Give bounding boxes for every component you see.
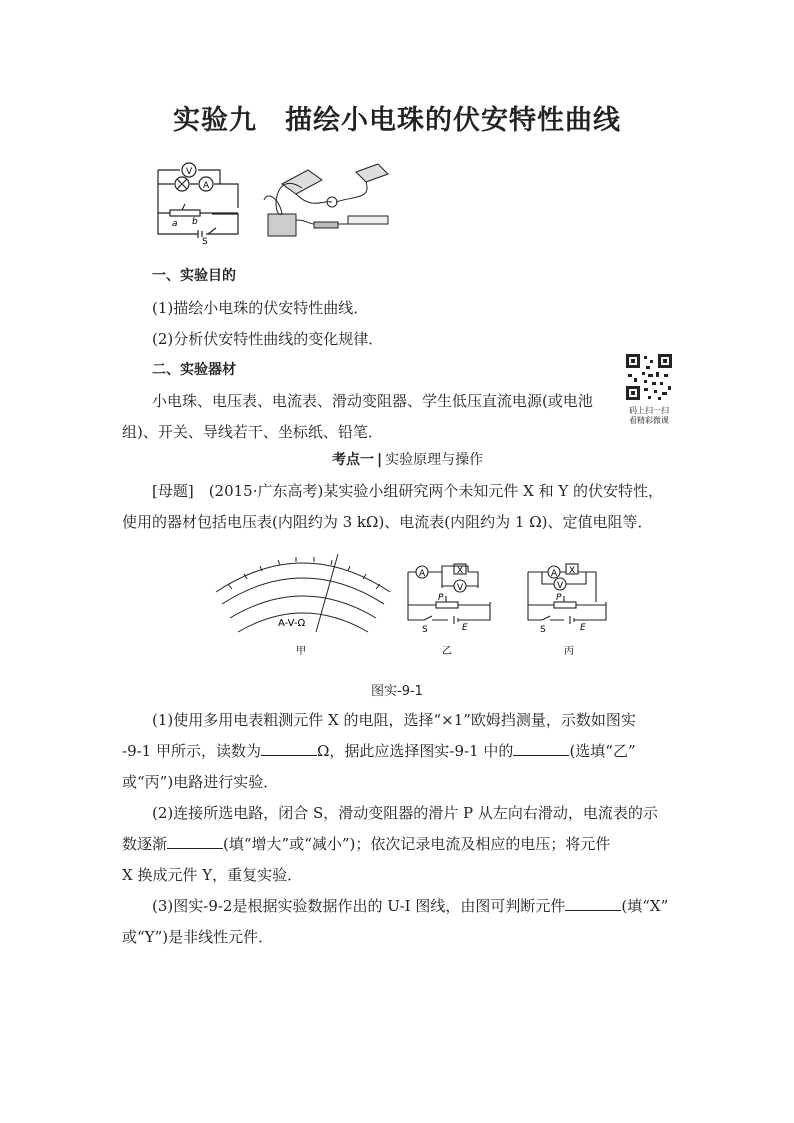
section-heading-materials: 二、实验器材 <box>152 362 236 378</box>
q3-line-2: 或“Y”)是非线性元件． <box>122 928 274 946</box>
q2-text-a: 数逐渐 <box>122 835 168 853</box>
bing-slider-p: P <box>556 593 562 603</box>
circuit-figure-yi <box>404 560 504 658</box>
q2-blank-trend[interactable] <box>167 834 223 849</box>
circuit-figure-bing <box>524 560 624 658</box>
qr-code-block[interactable] <box>624 352 674 426</box>
q1-blank-circuit[interactable] <box>513 741 569 756</box>
q2-text-b: (填“增大”或“减小”)；依次记录电流及相应的电压；将元件 <box>223 835 611 853</box>
topic-heading: 考点一 | 实验原理与操作 <box>332 452 484 468</box>
switch-label: S <box>202 237 208 244</box>
topic-title: 实验原理与操作 <box>385 452 484 468</box>
q3-text-b: (填“X” <box>621 897 669 915</box>
q1-blank-reading[interactable] <box>261 741 317 756</box>
slider-label-a: a <box>172 219 178 229</box>
purpose-item-1: (1)描绘小电珠的伏安特性曲线． <box>152 299 369 317</box>
yi-ammeter: A <box>419 569 426 579</box>
qr-code-icon <box>624 352 674 402</box>
qr-caption-1: 码上扫一扫 <box>629 406 669 415</box>
q2-line-1: (2)连接所选电路，闭合 S，滑动变阻器的滑片 P 从左向右滑动，电流表的示 <box>152 804 658 822</box>
figure-label-yi: 乙 <box>442 646 452 657</box>
bing-switch: S <box>540 625 546 635</box>
figure-label-jia: 甲 <box>296 646 306 657</box>
qr-caption-2: 看精彩微课 <box>629 416 669 425</box>
topic-label: 考点一 <box>332 452 374 468</box>
bing-source: E <box>580 623 586 633</box>
q1-line-2 <box>122 741 636 761</box>
q1-text-a: -9-1 甲所示，读数为 <box>122 742 261 760</box>
section-heading-purpose: 一、实验目的 <box>152 268 236 284</box>
voltmeter-label: V <box>186 167 193 177</box>
bing-ammeter: A <box>551 569 558 579</box>
circuit-diagram-top <box>150 158 250 244</box>
materials-line-2: 组)、开关、导线若干、坐标纸、铅笔． <box>122 423 383 441</box>
materials-line-1: 小电珠、电压表、电流表、滑动变阻器、学生低压直流电源(或电池 <box>152 392 593 410</box>
q3-text-a: (3)图实-9-2是根据实验数据作出的 U-I 图线，由图可判断元件 <box>152 897 566 915</box>
q2-line-3: X 换成元件 Y，重复实验． <box>122 866 303 884</box>
yi-element-x: X <box>457 566 464 576</box>
q1-text-b: Ω，据此应选择图实-9-1 中的 <box>317 742 514 760</box>
meter-mode-text: A-V-Ω <box>278 618 306 629</box>
bing-voltmeter: V <box>557 581 564 591</box>
q1-line-3: 或“丙”)电路进行实验． <box>122 773 279 791</box>
q3-line-1 <box>152 896 668 916</box>
problem-line-1: [母题] (2015·广东高考)某实验小组研究两个未知元件 X 和 Y 的伏安特性， <box>152 482 664 500</box>
purpose-item-2: (2)分析伏安特性曲线的变化规律． <box>152 330 384 348</box>
figure-label-bing: 丙 <box>564 646 574 657</box>
q3-blank-element[interactable] <box>565 896 621 911</box>
figure-caption: 图实-9-1 <box>371 684 423 699</box>
yi-slider-p: P <box>438 593 444 603</box>
page-title: 实验九 描绘小电珠的伏安特性曲线 <box>173 105 621 136</box>
problem-line-2: 使用的器材包括电压表(内阻约为 3 kΩ)、电流表(内阻约为 1 Ω)、定值电阻等． <box>122 513 653 531</box>
yi-source: E <box>462 623 468 633</box>
q2-line-2 <box>122 834 610 854</box>
ammeter-label: A <box>203 181 210 191</box>
bing-element-x: X <box>569 566 576 576</box>
q1-line-1: (1)使用多用电表粗测元件 X 的电阻，选择“×1”欧姆挡测量，示数如图实 <box>152 711 636 729</box>
q1-text-c: (选填“乙” <box>569 742 636 760</box>
yi-switch: S <box>422 625 428 635</box>
multimeter-dial-figure <box>208 542 398 657</box>
yi-voltmeter: V <box>457 583 464 593</box>
apparatus-illustration <box>262 160 394 246</box>
slider-label-b: b <box>192 217 198 227</box>
